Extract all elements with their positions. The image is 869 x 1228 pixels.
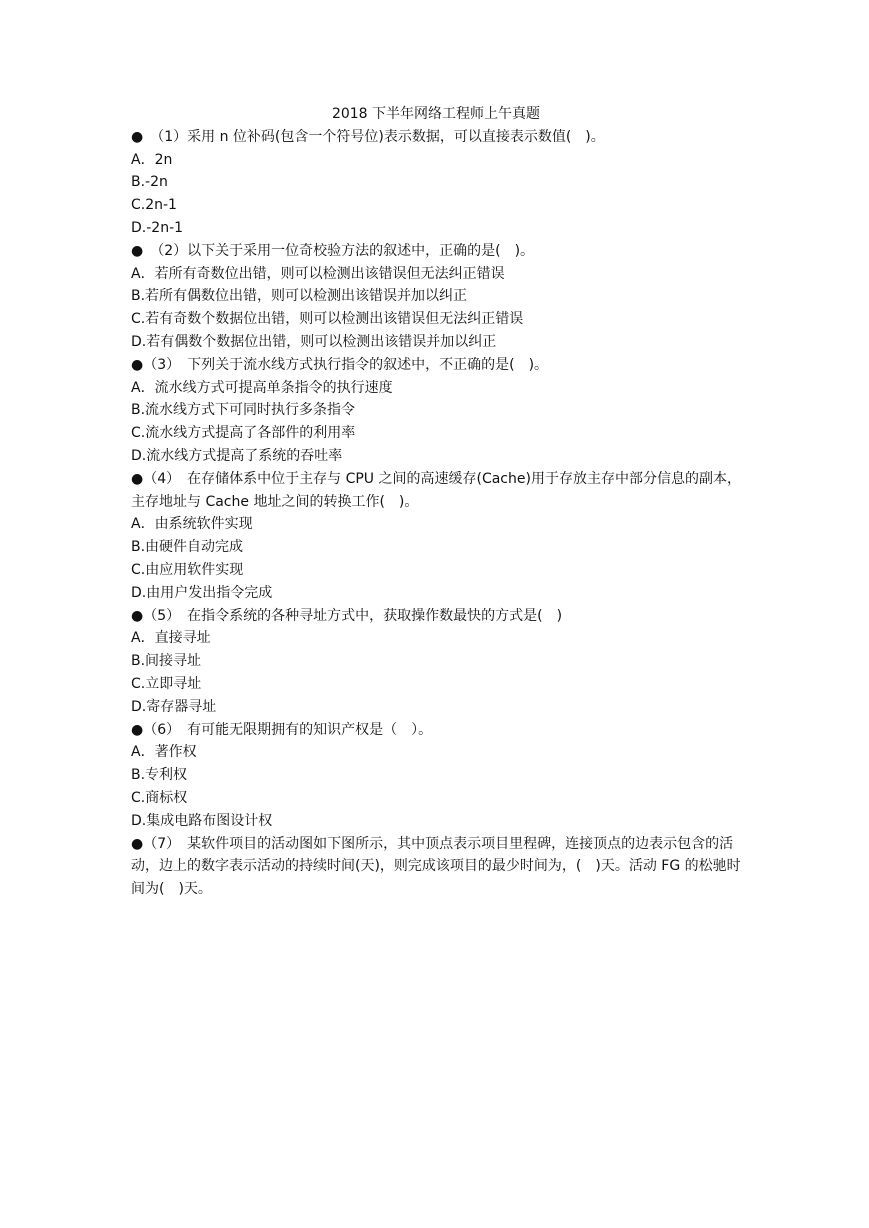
option-a: A．流水线方式可提高单条指令的执行速度	[131, 379, 393, 396]
question-text: ●（4） 在存储体系中位于主存与 CPU 之间的高速缓存(Cache)用于存放主存中部分信息的副本，主存地址与 Cache 地址之间的转换工作( )。	[131, 470, 741, 510]
option-b: B.流水线方式下可同时执行多条指令	[131, 402, 356, 419]
option-c: C.由应用软件实现	[131, 561, 244, 578]
option-c: C.立即寻址	[131, 675, 202, 692]
option-d: D.集成电路布图设计权	[131, 812, 273, 829]
option-d: D.-2n-1	[131, 219, 184, 236]
document-title: 2018 下半年网络工程师上午真题	[331, 106, 541, 122]
option-a: A．2n	[131, 151, 173, 168]
option-c: C.2n-1	[131, 197, 177, 214]
option-d: D.流水线方式提高了系统的吞吐率	[131, 447, 343, 464]
question-7	[131, 833, 741, 901]
option-a: A．直接寻址	[131, 630, 211, 647]
option-a: A．著作权	[131, 744, 197, 761]
question-text: ● （1）采用 n 位补码(包含一个符号位)表示数据，可以直接表示数值( )。	[131, 128, 605, 145]
document-content	[131, 103, 741, 901]
option-b: B.若所有偶数位出错，则可以检测出该错误并加以纠正	[131, 288, 468, 305]
option-c: C.商标权	[131, 789, 188, 806]
option-b: B.专利权	[131, 767, 188, 784]
question-3	[131, 354, 741, 468]
question-6	[131, 719, 741, 833]
question-4	[131, 468, 741, 605]
question-2	[131, 240, 741, 354]
question-text: ●（6） 有可能无限期拥有的知识产权是（ ）。	[131, 721, 433, 738]
question-text: ●（3） 下列关于流水线方式执行指令的叙述中，不正确的是( )。	[131, 356, 549, 373]
option-a: A．由系统软件实现	[131, 516, 253, 533]
option-d: D.由用户发出指令完成	[131, 584, 273, 601]
option-c: C.流水线方式提高了各部件的利用率	[131, 425, 356, 442]
question-text: ●（7） 某软件项目的活动图如下图所示，其中顶点表示项目里程碑，连接顶点的边表示包含的活动，边上的数字表示活动的持续时间(天)，则完成该项目的最少时间为，( )天。活动 FG 的松驰时间为( )天。	[131, 835, 741, 898]
option-b: B.间接寻址	[131, 653, 202, 670]
option-a: A．若所有奇数位出错，则可以检测出该错误但无法纠正错误	[131, 265, 505, 282]
option-b: B.由硬件自动完成	[131, 539, 244, 556]
option-d: D.寄存器寻址	[131, 698, 217, 715]
question-text: ● （2）以下关于采用一位奇校验方法的叙述中，正确的是( )。	[131, 242, 535, 259]
option-d: D.若有偶数个数据位出错，则可以检测出该错误并加以纠正	[131, 333, 497, 350]
option-b: B.-2n	[131, 174, 168, 191]
question-1	[131, 126, 741, 240]
question-text: ●（5） 在指令系统的各种寻址方式中，获取操作数最快的方式是( )	[131, 607, 563, 624]
option-c: C.若有奇数个数据位出错，则可以检测出该错误但无法纠正错误	[131, 311, 524, 328]
question-5	[131, 605, 741, 719]
